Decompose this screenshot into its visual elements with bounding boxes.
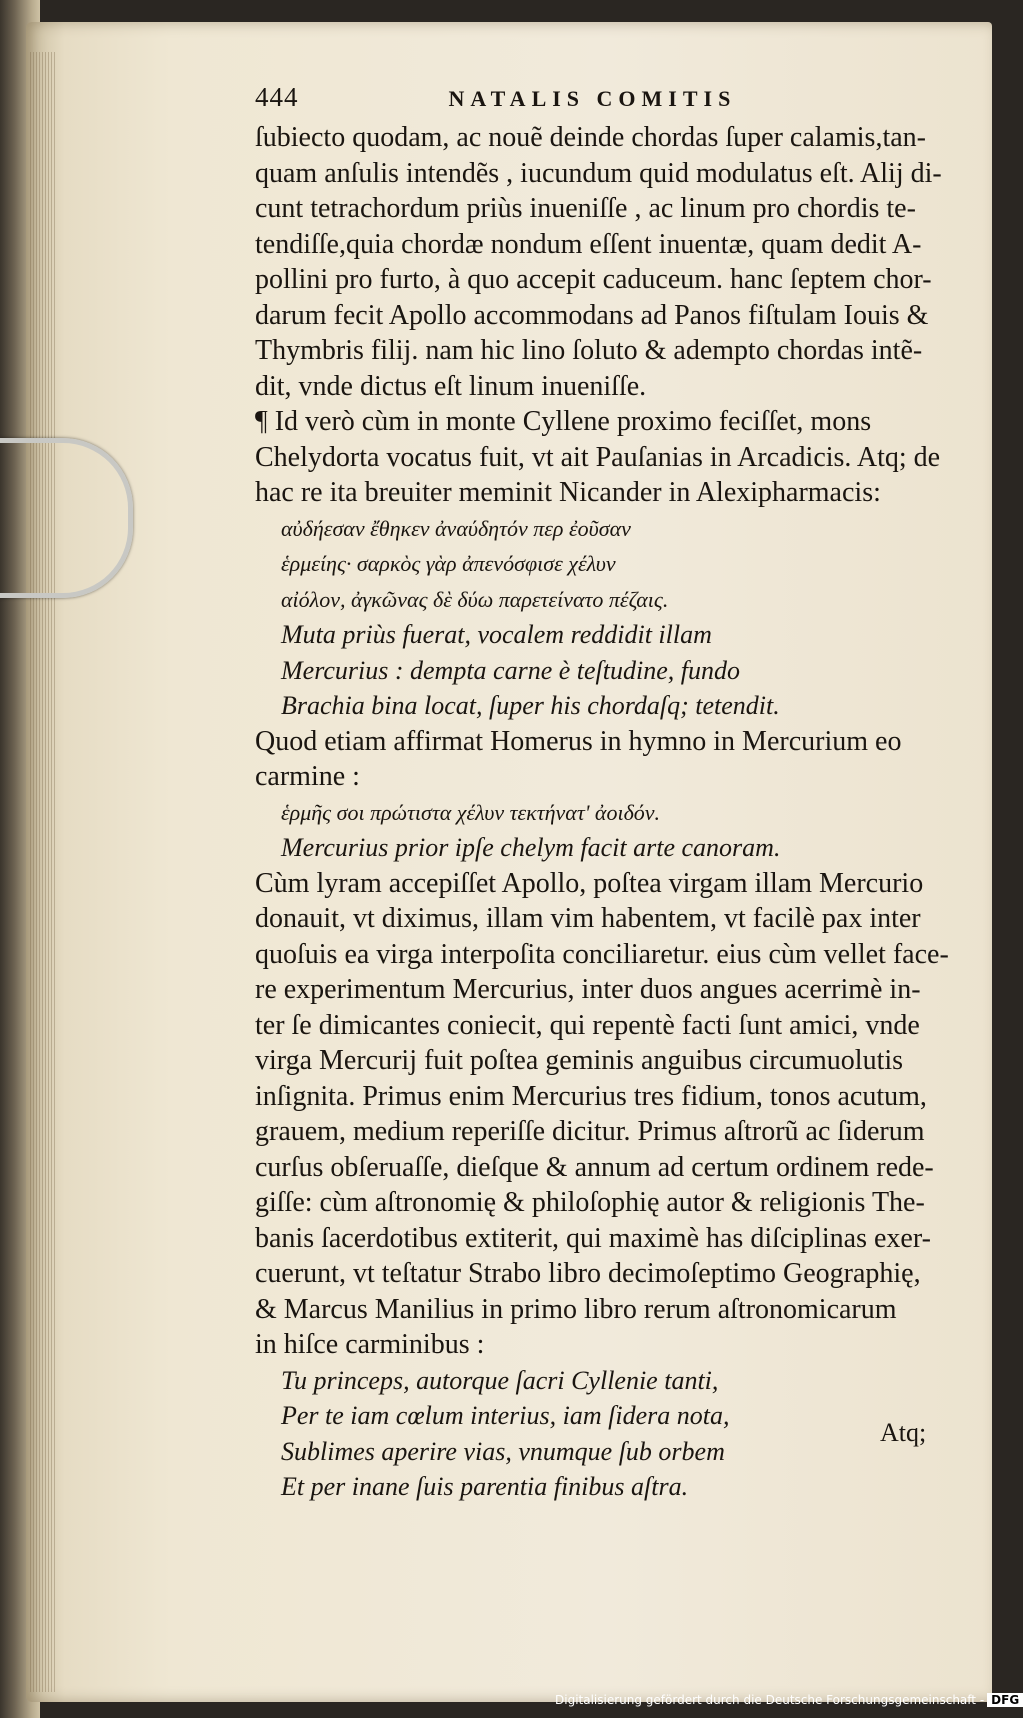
text-line: Cùm lyram accepiſſet Apollo, poſtea virgam illam Mercurio (255, 867, 924, 899)
text-line: ſubiecto quodam, ac nouẽ deinde chordas ſuper calamis,tan- (255, 122, 926, 153)
text-line: banis ſacerdotibus extiterit, qui maximè has diſciplinas exer- (255, 1222, 931, 1254)
text-line: hac re ita breuiter meminit Nicander in Alexipharmacis: (255, 477, 881, 508)
page-text (255, 82, 949, 1505)
text-line: Mercurius prior ipſe chelym facit arte canoram. (281, 833, 781, 862)
text-line: αἰόλον, ἀγκῶνας δὲ δύω παρετείνατο πέζαις. (281, 586, 669, 612)
text-line: tendiſſe,quia chordæ nondum eſſent inuentæ, quam dedit A- (255, 228, 922, 260)
catchword: Atq; (880, 1418, 927, 1447)
text-line: Chelydorta vocatus fuit, vt ait Pauſanias in Arcadicis. Atq; de (255, 441, 941, 473)
text-line: darum fecit Apollo accommodans ad Panos fiſtulam Iouis & (255, 299, 929, 331)
text-line: Quod etiam affirmat Homerus in hymno in Mercurium eo (255, 725, 902, 757)
text-line: Et per inane ſuis parentia finibus aſtra. (281, 1472, 689, 1501)
text-line: re experimentum Mercurius, inter duos angues acerrimè in- (255, 974, 921, 1005)
text-line: inſignita. Primus enim Mercurius tres fidium, tonos acutum, (255, 1080, 927, 1112)
page-edges (30, 52, 56, 1692)
dfg-logo: DFG (987, 1693, 1023, 1707)
page-header (255, 82, 935, 120)
text-line: Mercurius : dempta carne è teſtudine, fundo (281, 655, 740, 685)
text-line: Thymbris filij. nam hic lino ſoluto & adempto chordas intẽ- (255, 335, 923, 366)
text-line: αὐδήεσαν ἔθηκεν ἀναύδητόν περ ἐοῦσαν (281, 515, 631, 541)
text-line: Per te iam cœlum interius, iam ſidera nota, (281, 1401, 730, 1430)
text-line: Muta priùs fuerat, vocalem reddidit illam (281, 620, 712, 649)
running-title: NATALIS COMITIS (448, 86, 737, 111)
text-line: ἑρμείης· σαρκὸς γὰρ ἀπενόσφισε χέλυν (281, 551, 616, 576)
footer-credit: Digitalisierung gefördert durch die Deutsche Forschungsgemeinschaft - (555, 1693, 985, 1707)
text-line: grauem, medium reperiſſe dicitur. Primus aſtrorũ ac ſiderum (255, 1116, 925, 1147)
text-line: Sublimes aperire vias, vnumque ſub orbem (281, 1436, 725, 1466)
text-line: & Marcus Manilius in primo libro rerum aſtronomicarum (255, 1293, 897, 1325)
text-line: cuerunt, vt teſtatur Strabo libro decimoſeptimo Geographię, (255, 1258, 921, 1289)
text-line: dit, vnde dictus eſt linum inueniſſe. (255, 370, 647, 402)
text-line: quam anſulis intendẽs , iucundum quid modulatus eſt. Alij di- (255, 157, 942, 189)
text-body (255, 120, 949, 1505)
text-line: in hiſce carminibus : (255, 1329, 485, 1360)
text-line: carmine : (255, 761, 360, 792)
page-number: 444 (255, 82, 299, 112)
text-line: ἑρμῆς σοι πρώτιστα χέλυν τεκτήνατ' ἀοιδόν. (281, 799, 661, 825)
text-line: ter ſe dimicantes coniecit, qui repentè facti ſunt amici, vnde (255, 1009, 920, 1041)
text-line: curſus obſeruaſſe, dieſque & annum ad certum ordinem rede- (255, 1151, 934, 1183)
text-line: cunt tetrachordum priùs inueniſſe , ac linum pro chordis te- (255, 193, 916, 224)
book-clip (0, 438, 133, 598)
text-line: ¶ Id verò cùm in monte Cyllene proximo feciſſet, mons (255, 406, 872, 437)
text-line: donauit, vt diximus, illam vim habentem, vt facilè pax inter (255, 903, 921, 934)
digitization-footer (555, 1693, 1023, 1707)
text-line: virga Mercurij fuit poſtea geminis anguibus circumuolutis (255, 1045, 904, 1076)
text-line: Tu princeps, autorque ſacri Cyllenie tanti, (281, 1365, 719, 1395)
text-line: pollini pro furto, à quo accepit caduceum. hanc ſeptem chor- (255, 264, 932, 295)
text-line: quoſuis ea virga interpoſita conciliaretur. eius cùm vellet face- (255, 938, 949, 970)
text-line: Brachia bina locat, ſuper his chordaſq; tetendit. (281, 691, 780, 720)
text-line: giſſe: cùm aſtronomię & philoſophię autor & religionis The- (255, 1187, 925, 1218)
